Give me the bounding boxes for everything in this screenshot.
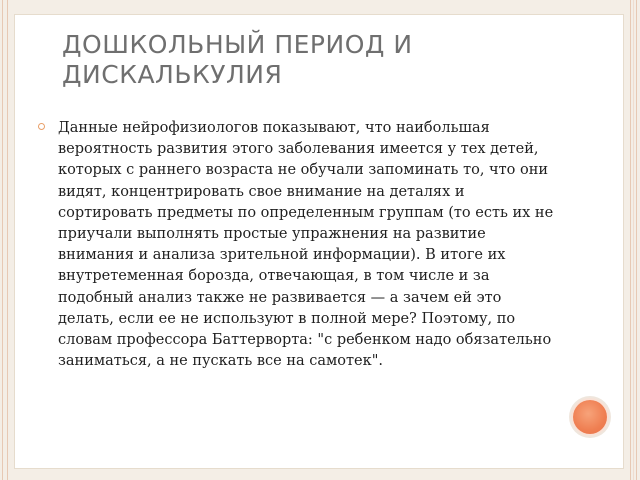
orange-circle-icon (573, 400, 607, 434)
hollow-circle-bullet-icon (38, 123, 45, 130)
right-border-stripe (630, 0, 631, 480)
left-border-stripe (2, 0, 3, 480)
slide-content (38, 118, 558, 372)
left-border-stripe (7, 0, 8, 480)
bullet-text: Данные нейрофизиологов показывают, что наибольшая вероятность развития этого заболевания имеется у тех детей, которых с раннего возраста не обучали запоминать то, что они видят, концентрировать свое внимание на деталях и сортировать предметы по определенным группам (то есть их не приучали выполнять простые упражнения на развитие внимания и анализа зрительной информации). В итоге их внутретеменная борозда, отвечающая, в том числе и за подобный анализ также не развивается — а зачем ей это делать, если ее не используют в полной мере? Поэтому, по словам профессора Баттерворта: "с ребенком надо обязательно заниматься, а не пускать все на самотек". (58, 120, 554, 370)
right-border-stripe (636, 0, 637, 480)
bullet-item (38, 118, 558, 372)
slide-title: ДОШКОЛЬНЫЙ ПЕРИОД И ДИСКАЛЬКУЛИЯ (62, 30, 413, 89)
right-border-stripe (633, 0, 634, 480)
